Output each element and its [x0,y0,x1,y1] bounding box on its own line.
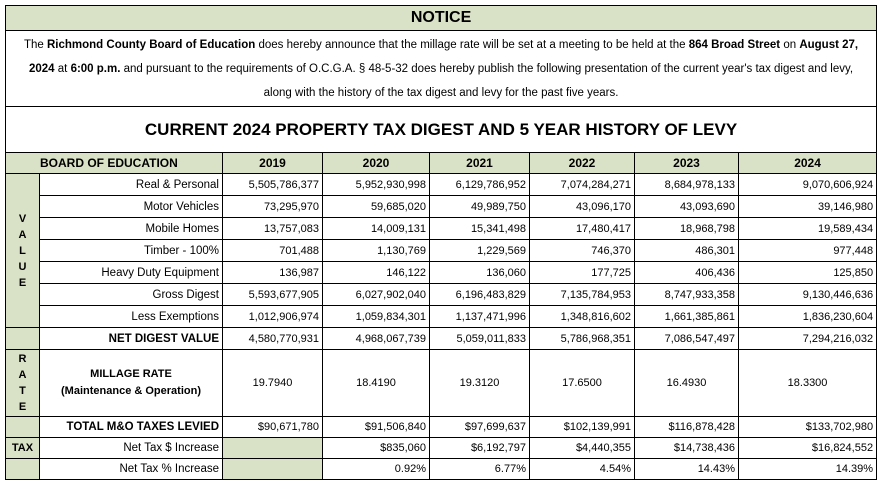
table-cell: 7,086,547,497 [635,328,739,350]
millage-cell: 18.4190 [323,350,430,417]
row-label: Gross Digest [40,284,223,306]
year-header: 2020 [323,153,430,174]
side-spacer [6,459,40,480]
table-cell: 6,027,902,040 [323,284,430,306]
table-cell: $835,060 [323,438,430,459]
table-cell: 5,786,968,351 [530,328,635,350]
table-cell: 146,122 [323,262,430,284]
table-cell: 14.43% [635,459,739,480]
millage-row [6,350,877,417]
total-taxes-row [6,417,877,438]
table-cell: 9,130,446,636 [739,284,877,306]
table-cell: $91,506,840 [323,417,430,438]
table-cell: $14,738,436 [635,438,739,459]
millage-cell: 19.3120 [430,350,530,417]
side-spacer [6,417,40,438]
year-header: 2021 [430,153,530,174]
main-title: CURRENT 2024 PROPERTY TAX DIGEST AND 5 YEAR HISTORY OF LEVY [6,107,877,153]
millage-cell: 16.4930 [635,350,739,417]
table-cell: 14.39% [739,459,877,480]
table-cell [223,438,323,459]
value-side-text: VALUE [18,212,27,289]
millage-cell: 19.7940 [223,350,323,417]
millage-label-line2: (Maintenance & Operation) [61,385,201,397]
notice-document [5,5,876,480]
table-cell: 8,684,978,133 [635,174,739,196]
intro-time: 6:00 p.m. [70,62,121,75]
table-cell: 4,580,770,931 [223,328,323,350]
table-cell: $133,702,980 [739,417,877,438]
table-row [6,438,877,459]
table-cell: 9,070,606,924 [739,174,877,196]
intro-text: The [23,38,47,51]
row-label: Net Tax % Increase [40,459,223,480]
table-cell: 1,130,769 [323,240,430,262]
table-cell: 5,059,011,833 [430,328,530,350]
intro-text: on [780,38,800,51]
table-cell [223,459,323,480]
table-cell: 17,480,417 [530,218,635,240]
table-cell: 49,989,750 [430,196,530,218]
table-cell: 7,135,784,953 [530,284,635,306]
row-label: Motor Vehicles [40,196,223,218]
intro-address: 864 Broad Street [688,38,781,51]
table-cell: 1,348,816,602 [530,306,635,328]
table-cell: $116,878,428 [635,417,739,438]
row-label: Less Exemptions [40,306,223,328]
table-cell: $6,192,797 [430,438,530,459]
table-row [6,218,877,240]
table-cell: 486,301 [635,240,739,262]
table-cell: $102,139,991 [530,417,635,438]
table-cell: 136,060 [430,262,530,284]
table-cell: 59,685,020 [323,196,430,218]
intro-text: at [54,62,71,75]
table-row [6,262,877,284]
table-cell: 7,294,216,032 [739,328,877,350]
table-cell: 4,968,067,739 [323,328,430,350]
table-cell: 6.77% [430,459,530,480]
table-cell: 1,137,471,996 [430,306,530,328]
row-label: Timber - 100% [40,240,223,262]
table-cell: 6,196,483,829 [430,284,530,306]
table-cell: 136,987 [223,262,323,284]
table-cell: 1,012,906,974 [223,306,323,328]
table-cell: 4.54% [530,459,635,480]
table-cell: $90,671,780 [223,417,323,438]
table-cell: 5,593,677,905 [223,284,323,306]
table-cell: 15,341,498 [430,218,530,240]
intro-text: and pursuant to the requirements of O.C.G.A. § 48-5-32 does hereby publish the following presentation of the current year's tax digest and levy, along with the history of the tax digest and levy for the past five years. [120,62,854,99]
header-row [6,153,877,174]
table-row [6,174,877,196]
table-cell: 14,009,131 [323,218,430,240]
table-cell: 13,757,083 [223,218,323,240]
table-cell: 73,295,970 [223,196,323,218]
millage-label [40,350,223,417]
intro-org: Richmond County Board of Education [46,38,256,51]
year-header: 2023 [635,153,739,174]
row-label: Real & Personal [40,174,223,196]
row-label: NET DIGEST VALUE [40,328,223,350]
table-row [6,284,877,306]
millage-cell: 18.3300 [739,350,877,417]
tax-side-label: TAX [6,438,40,459]
row-label: Net Tax $ Increase [40,438,223,459]
table-cell: 125,850 [739,262,877,284]
table-cell: 746,370 [530,240,635,262]
rate-side-label [6,350,40,417]
header-label: BOARD OF EDUCATION [6,153,223,174]
rate-side-text: RATE [18,353,27,413]
millage-label-line1: MILLAGE RATE [90,368,172,380]
table-row [6,240,877,262]
intro-date: August 27, 2024 [28,38,859,75]
table-cell: 977,448 [739,240,877,262]
row-label: Heavy Duty Equipment [40,262,223,284]
table-cell: 7,074,284,271 [530,174,635,196]
table-cell: 39,146,980 [739,196,877,218]
table-row [6,459,877,480]
table-cell: 5,505,786,377 [223,174,323,196]
table-row [6,196,877,218]
table-cell: 19,589,434 [739,218,877,240]
side-spacer [6,328,40,350]
intro-text: does hereby announce that the millage rate will be set at a meeting to be held at the [255,38,689,51]
table-row [6,306,877,328]
tax-digest-table [5,5,877,480]
table-cell: $16,824,552 [739,438,877,459]
table-cell: 406,436 [635,262,739,284]
row-label: TOTAL M&O TAXES LEVIED [40,417,223,438]
value-side-label [6,174,40,328]
row-label: Mobile Homes [40,218,223,240]
notice-title: NOTICE [6,6,877,31]
table-cell: 8,747,933,358 [635,284,739,306]
table-cell: 43,093,690 [635,196,739,218]
table-cell: 1,059,834,301 [323,306,430,328]
notice-intro [6,31,877,107]
year-header: 2022 [530,153,635,174]
table-cell: $4,440,355 [530,438,635,459]
table-cell: 701,488 [223,240,323,262]
table-cell: 1,229,569 [430,240,530,262]
table-cell: 1,836,230,604 [739,306,877,328]
millage-cell: 17.6500 [530,350,635,417]
table-cell: 43,096,170 [530,196,635,218]
table-cell: 18,968,798 [635,218,739,240]
table-cell: 177,725 [530,262,635,284]
table-cell: 5,952,930,998 [323,174,430,196]
net-digest-row [6,328,877,350]
year-header: 2024 [739,153,877,174]
table-cell: 1,661,385,861 [635,306,739,328]
table-cell: $97,699,637 [430,417,530,438]
table-cell: 0.92% [323,459,430,480]
year-header: 2019 [223,153,323,174]
table-cell: 6,129,786,952 [430,174,530,196]
